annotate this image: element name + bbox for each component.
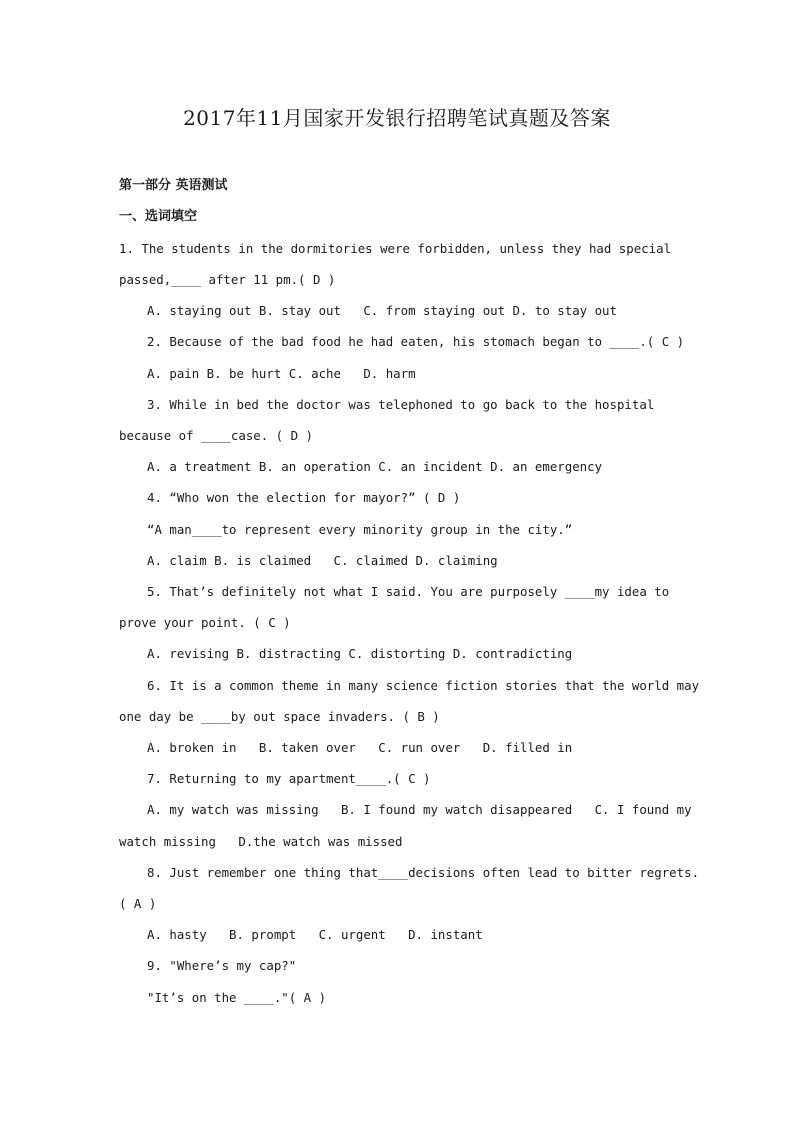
question-3-options: A. a treatment B. an operation C. an incident D. an emergency — [147, 459, 603, 474]
question-8-line-2: ( A ) — [119, 896, 157, 911]
question-9-line-1: 9. "Where’s my cap?" — [147, 958, 297, 973]
question-1-options: A. staying out B. stay out C. from staying out D. to stay out — [147, 303, 617, 318]
section-heading: 第一部分 英语测试 — [119, 178, 228, 193]
question-2: 2. Because of the bad food he had eaten, his stomach began to ____.( C ) — [147, 334, 685, 349]
question-7-options-line-2: watch missing D.the watch was missed — [119, 834, 403, 849]
question-8-options: A. hasty B. prompt C. urgent D. instant — [147, 927, 483, 942]
question-3-line-2: because of ____case. ( D ) — [119, 428, 313, 443]
question-2-options: A. pain B. be hurt C. ache D. harm — [147, 366, 416, 381]
question-6-line-1: 6. It is a common theme in many science fiction stories that the world may — [147, 678, 700, 693]
question-3-line-1: 3. While in bed the doctor was telephoned to go back to the hospital — [147, 397, 655, 412]
question-1-line-2: passed,____ after 11 pm.( D ) — [119, 272, 336, 287]
question-6-line-2: one day be ____by out space invaders. ( B ) — [119, 709, 440, 724]
question-1-line-1: 1. The students in the dormitories were forbidden, unless they had special — [119, 241, 672, 256]
question-7: 7. Returning to my apartment____.( C ) — [147, 771, 431, 786]
question-6-options: A. broken in B. taken over C. run over D. filled in — [147, 740, 573, 755]
question-4-line-2: “A man____to represent every minority group in the city.” — [147, 522, 573, 537]
question-8-line-1: 8. Just remember one thing that____decisions often lead to bitter regrets. — [147, 865, 700, 880]
subsection-heading: 一、选词填空 — [119, 209, 198, 224]
question-5-line-2: prove your point. ( C ) — [119, 615, 291, 630]
document-title: 2017年11月国家开发银行招聘笔试真题及答案 — [183, 106, 611, 130]
question-4-line-1: 4. “Who won the election for mayor?” ( D ) — [147, 490, 461, 505]
question-7-options-line-1: A. my watch was missing B. I found my watch disappeared C. I found my — [147, 802, 692, 817]
question-4-options: A. claim B. is claimed C. claimed D. claiming — [147, 553, 498, 568]
question-5-line-1: 5. That’s definitely not what I said. You are purposely ____my idea to — [147, 584, 670, 599]
question-9-line-2: "It’s on the ____."( A ) — [147, 990, 327, 1005]
question-5-options: A. revising B. distracting C. distorting D. contradicting — [147, 646, 573, 661]
